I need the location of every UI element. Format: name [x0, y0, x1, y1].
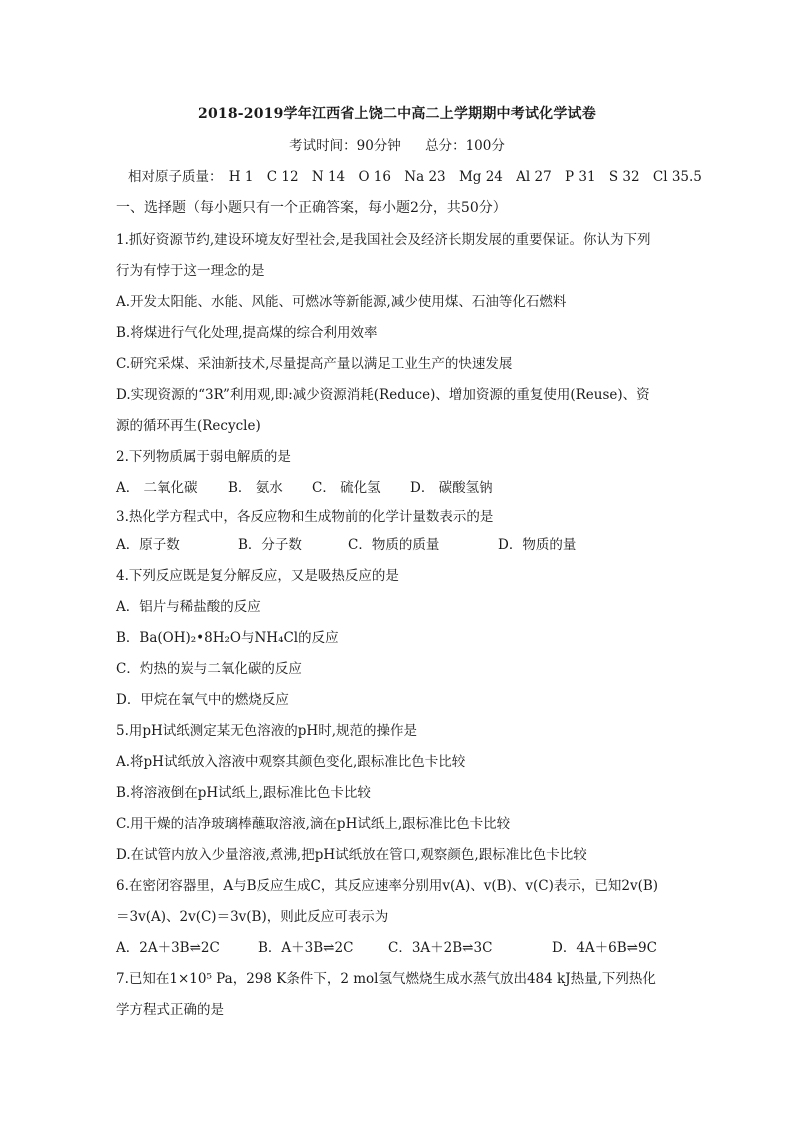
atomic-mass-item: H 1: [228, 169, 254, 185]
question-3-option-c: C．物质的质量: [348, 537, 440, 553]
question-4-option-b: B．Ba(OH)₂•8H₂O与NH₄Cl的反应: [116, 630, 339, 646]
question-1-stem: 1.抓好资源节约,建设环境友好型社会,是我国社会及经济长期发展的重要保证。你认为下列: [116, 232, 651, 248]
question-6-stem: 6.在密闭容器里，A与B反应生成C，其反应速率分别用v(A)、v(B)、v(C)表示，已知2v(B): [116, 878, 659, 894]
atomic-masses-label: 相对原子质量：: [128, 169, 223, 185]
question-1-option-b: B.将煤进行气化处理,提高煤的综合利用效率: [116, 325, 378, 341]
question-3-option-a: A．原子数: [116, 537, 180, 553]
atomic-mass-item: P 31: [565, 169, 596, 185]
exam-time: 考试时间：90分钟: [289, 138, 401, 154]
question-5-stem: 5.用pH试纸测定某无色溶液的pH时,规范的操作是: [116, 723, 418, 739]
question-2-options: [116, 473, 686, 504]
question-1-option-c: C.研究采煤、采油新技术,尽量提高产量以满足工业生产的快速发展: [116, 356, 513, 372]
question-3-options: [116, 530, 686, 561]
question-1-option-d: D.实现资源的“3R”利用观,即:减少资源消耗(Reduce)、增加资源的重复使用(Reuse)、资: [116, 387, 650, 403]
question-6-options: [116, 933, 686, 964]
question-4-stem: 4.下列反应既是复分解反应，又是吸热反应的是: [116, 568, 399, 584]
question-2-option-c: C． 硫化氢: [312, 480, 381, 496]
question-3-option-b: B．分子数: [238, 537, 302, 553]
atomic-mass-item: N 14: [311, 169, 346, 185]
question-1-option-d-cont: 源的循环再生(Recycle): [116, 418, 261, 434]
question-2-option-d: D． 碳酸氢钠: [410, 480, 493, 496]
question-6-option-d: D．4A＋6B⇌9C: [552, 940, 657, 956]
question-4-option-c: C．灼热的炭与二氧化碳的反应: [116, 661, 302, 677]
question-7-stem-cont: 学方程式正确的是: [116, 1002, 224, 1018]
question-6-option-a: A．2A＋3B⇌2C: [116, 940, 220, 956]
atomic-mass-item: Na 23: [404, 169, 446, 185]
question-4-option-a: A．铝片与稀盐酸的反应: [116, 599, 261, 615]
atomic-mass-item: C 12: [266, 169, 299, 185]
question-6-stem-cont: ＝3v(A)、2v(C)＝3v(B)，则此反应可表示为: [116, 909, 389, 925]
question-1-option-a: A.开发太阳能、水能、风能、可燃冰等新能源,减少使用煤、石油等化石燃料: [116, 294, 567, 310]
question-5-option-a: A.将pH试纸放入溶液中观察其颜色变化,跟标准比色卡比较: [116, 754, 466, 770]
question-5-option-b: B.将溶液倒在pH试纸上,跟标准比色卡比较: [116, 785, 371, 801]
question-7-stem: 7.已知在1×10⁵ Pa，298 K条件下，2 mol氢气燃烧生成水蒸气放出484 kJ热量,下列热化: [116, 971, 656, 987]
atomic-mass-item: Cl 35.5: [652, 169, 702, 185]
total-score: 总分：100分: [425, 138, 505, 154]
question-2-option-b: B． 氨水: [228, 480, 283, 496]
exam-info: [0, 134, 794, 154]
atomic-mass-item: Mg 24: [458, 169, 503, 185]
question-5-option-c: C.用干燥的洁净玻璃棒蘸取溶液,滴在pH试纸上,跟标准比色卡比较: [116, 816, 511, 832]
question-4-option-d: D．甲烷在氧气中的燃烧反应: [116, 692, 289, 708]
atomic-masses: [128, 165, 711, 185]
question-2-option-a: A． 二氧化碳: [116, 480, 198, 496]
question-6-option-b: B．A＋3B⇌2C: [258, 940, 354, 956]
atomic-mass-item: S 32: [608, 169, 640, 185]
question-6-option-c: C．3A＋2B⇌3C: [388, 940, 493, 956]
questions: [116, 225, 686, 1026]
question-3-stem: 3.热化学方程式中，各反应物和生成物前的化学计量数表示的是: [116, 509, 494, 525]
exam-title: 2018-2019学年江西省上饶二中高二上学期期中考试化学试卷: [198, 106, 596, 122]
question-5-option-d: D.在试管内放入少量溶液,煮沸,把pH试纸放在管口,观察颜色,跟标准比色卡比较: [116, 847, 587, 863]
question-1-stem-cont: 行为有悖于这一理念的是: [116, 263, 265, 279]
section-title: 一、选择题（每小题只有一个正确答案，每小题2分，共50分）: [116, 200, 507, 216]
question-3-option-d: D．物质的量: [498, 537, 577, 553]
atomic-mass-item: O 16: [358, 169, 391, 185]
atomic-mass-item: Al 27: [516, 169, 552, 185]
question-2-stem: 2.下列物质属于弱电解质的是: [116, 449, 291, 465]
